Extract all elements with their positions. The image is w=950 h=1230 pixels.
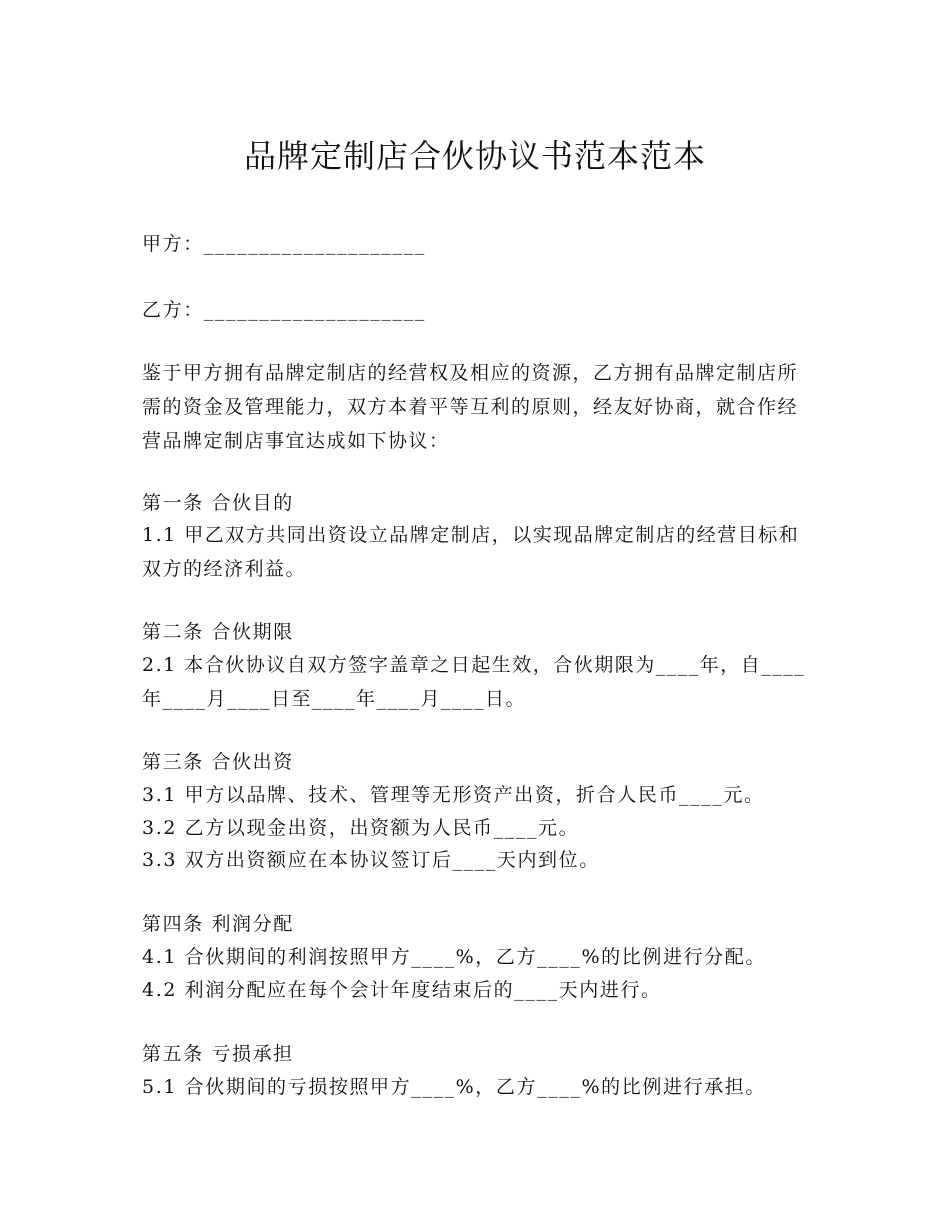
article-2-clause-1: 2.1 本合伙协议自双方签字盖章之日起生效，合伙期限为____年，自____年____月____日至____年____月____日。 xyxy=(142,654,806,710)
article-4-clause-1: 4.1 合伙期间的利润按照甲方____%，乙方____%的比例进行分配。 xyxy=(142,946,766,968)
article-1-clause-1: 1.1 甲乙双方共同出资设立品牌定制店，以实现品牌定制店的经营目标和双方的经济利益。 xyxy=(142,524,800,580)
document-title: 品牌定制店合伙协议书范本范本 xyxy=(243,137,706,175)
article-2-heading: 第二条 合伙期限 xyxy=(142,621,294,643)
article-3-clause-1: 3.1 甲方以品牌、技术、管理等无形资产出资，折合人民币____元。 xyxy=(142,784,765,806)
article-3-heading: 第三条 合伙出资 xyxy=(142,751,294,773)
intro-paragraph: 鉴于甲方拥有品牌定制店的经营权及相应的资源，乙方拥有品牌定制店所需的资金及管理能力，双方本着平等互利的原则，经友好协商，就合作经营品牌定制店事宜达成如下协议： xyxy=(142,362,799,452)
article-3-clause-3: 3.3 双方出资额应在本协议签订后____天内到位。 xyxy=(142,849,600,871)
article-5-heading: 第五条 亏损承担 xyxy=(142,1043,294,1065)
article-5-clause-1: 5.1 合伙期间的亏损按照甲方____%，乙方____%的比例进行承担。 xyxy=(142,1076,766,1098)
article-1-heading: 第一条 合伙目的 xyxy=(142,492,294,514)
article-4-heading: 第四条 利润分配 xyxy=(142,913,294,935)
party-a-line: 甲方：____________________ xyxy=(142,233,426,255)
party-b-line: 乙方：____________________ xyxy=(142,299,426,321)
article-4-clause-2: 4.2 利润分配应在每个会计年度结束后的____天内进行。 xyxy=(142,979,662,1001)
article-3-clause-2: 3.2 乙方以现金出资，出资额为人民币____元。 xyxy=(142,817,580,839)
